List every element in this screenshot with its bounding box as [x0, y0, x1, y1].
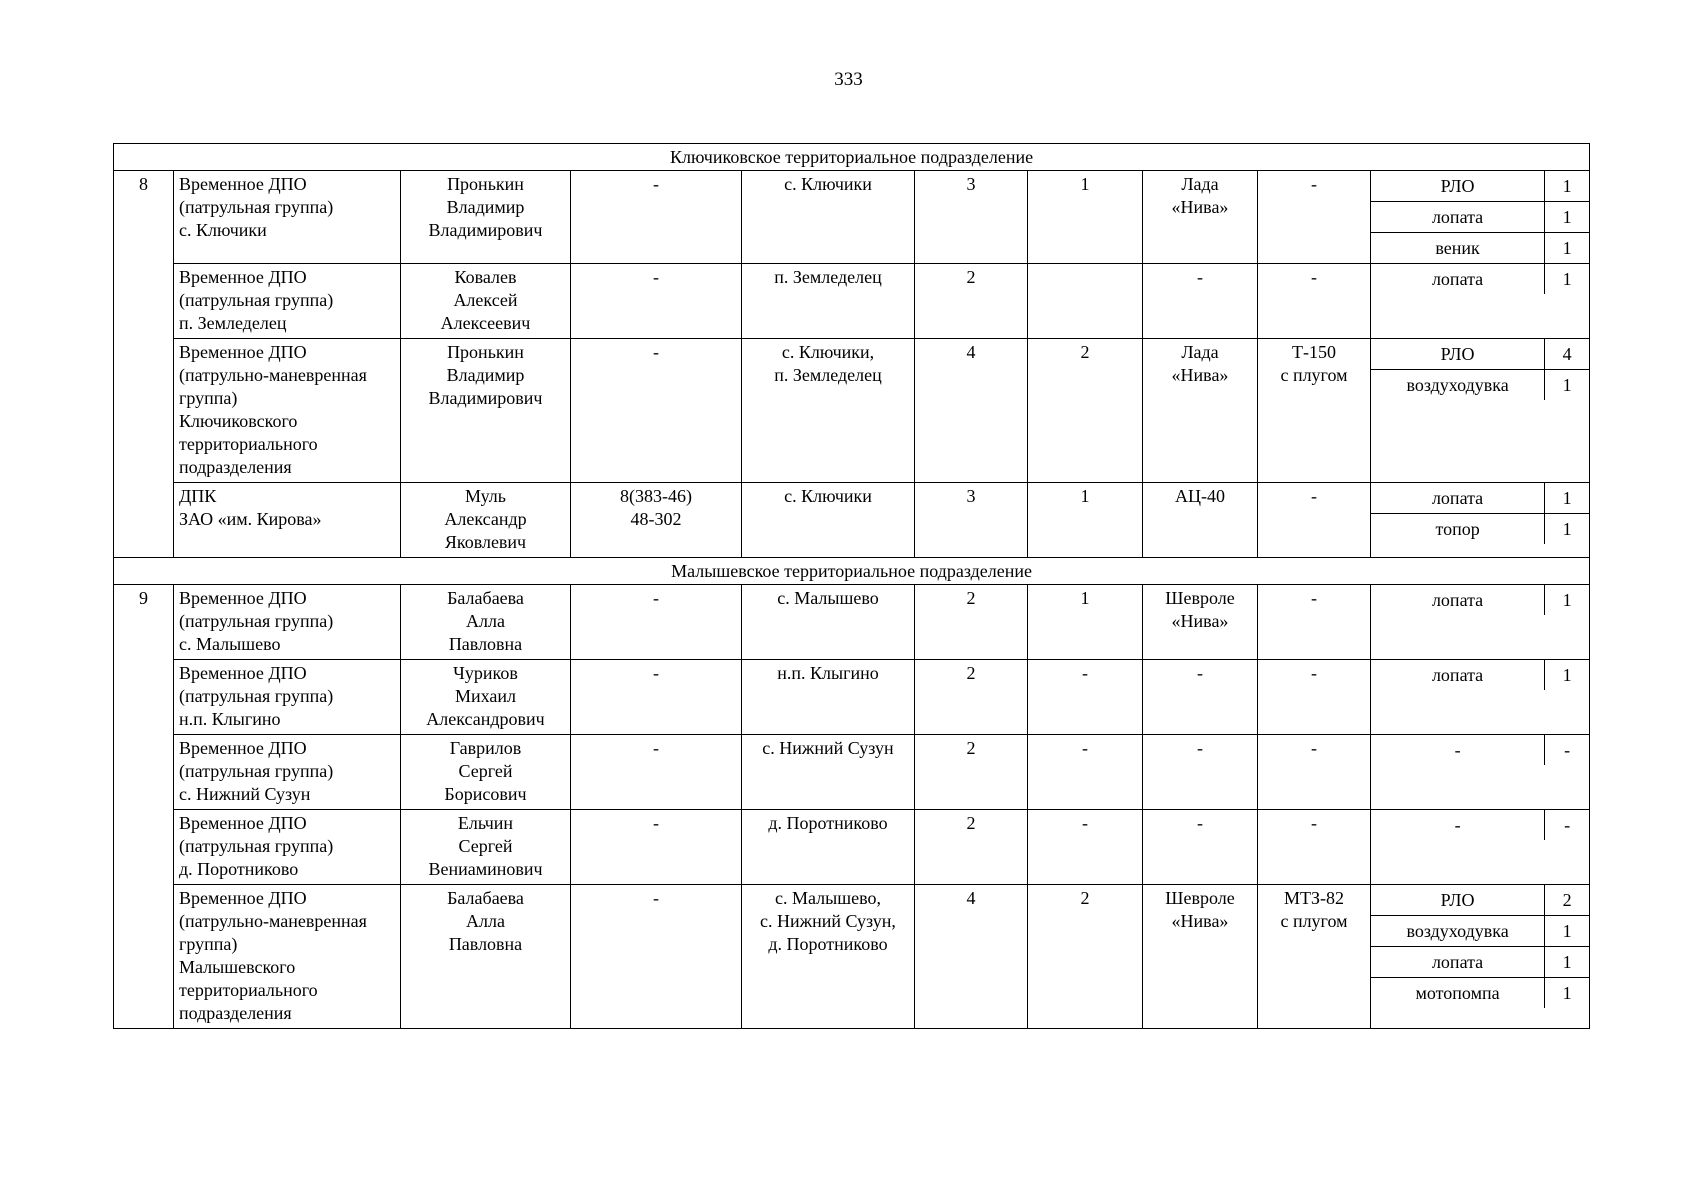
equipment-qty: 1: [1545, 916, 1590, 947]
unit-name: Временное ДПО (патрульная группа) с. Нижний Сузун: [174, 735, 401, 810]
equipment-item: [1371, 202, 1589, 233]
unit-name: Временное ДПО (патрульная группа) с. Ключики: [174, 171, 401, 264]
technique: -: [1258, 171, 1371, 264]
unit-name: ДПК ЗАО «им. Кирова»: [174, 483, 401, 558]
location: с. Малышево: [742, 585, 915, 660]
document-table: [113, 143, 1590, 1029]
equipment-qty: -: [1545, 735, 1590, 765]
table-row: [114, 735, 1590, 810]
equipment-name: топор: [1435, 519, 1480, 539]
equipment-item: [1371, 370, 1589, 401]
technique: МТЗ-82 с плугом: [1258, 885, 1371, 1029]
equipment-item: [1371, 916, 1589, 947]
equipment-name: воздуходувка: [1406, 375, 1509, 395]
phone: -: [571, 885, 742, 1029]
unit-name: Временное ДПО (патрульно-маневренная группа) Ключиковского территориального подразделения: [174, 339, 401, 483]
head-name: Балабаева Алла Павловна: [401, 885, 571, 1029]
section-title: Малышевское территориальное подразделение: [114, 558, 1590, 585]
unit-count: [1028, 264, 1143, 339]
equipment-qty: 1: [1545, 585, 1590, 615]
equipment-item: [1371, 585, 1589, 615]
equipment-qty: 4: [1545, 339, 1590, 370]
head-name: Пронькин Владимир Владимирович: [401, 339, 571, 483]
row-number: 8: [114, 171, 174, 558]
equipment-cell: [1371, 483, 1590, 558]
equipment-name: лопата: [1431, 590, 1484, 610]
table-row: [114, 810, 1590, 885]
vehicle: Лада «Нива»: [1143, 339, 1258, 483]
equipment-qty: 1: [1545, 660, 1590, 690]
unit-count: -: [1028, 810, 1143, 885]
equipment-qty: 1: [1545, 514, 1590, 545]
equipment-name: мотопомпа: [1415, 983, 1500, 1003]
vehicle: Лада «Нива»: [1143, 171, 1258, 264]
technique: Т-150 с плугом: [1258, 339, 1371, 483]
unit-name: Временное ДПО (патрульно-маневренная группа) Малышевского территориального подразделения: [174, 885, 401, 1029]
unit-count: 1: [1028, 171, 1143, 264]
equipment-qty: 1: [1545, 978, 1590, 1009]
equipment-qty: 2: [1545, 885, 1590, 916]
technique: -: [1258, 483, 1371, 558]
equipment-name: РЛО: [1371, 171, 1545, 202]
unit-count: -: [1028, 660, 1143, 735]
equipment-qty: 1: [1545, 264, 1590, 294]
location: с. Ключики: [742, 483, 915, 558]
equipment-item: [1371, 339, 1589, 370]
phone: -: [571, 810, 742, 885]
page-number: 333: [834, 69, 863, 90]
people-count: 3: [915, 171, 1028, 264]
equipment-qty: 1: [1545, 370, 1590, 401]
head-name: Муль Александр Яковлевич: [401, 483, 571, 558]
equipment-item: [1371, 264, 1589, 294]
unit-name: Временное ДПО (патрульная группа) д. Поротниково: [174, 810, 401, 885]
equipment-item: [1371, 885, 1589, 916]
location: с. Ключики: [742, 171, 915, 264]
people-count: 2: [915, 660, 1028, 735]
people-count: 2: [915, 735, 1028, 810]
unit-name: Временное ДПО (патрульная группа) п. Земледелец: [174, 264, 401, 339]
head-name: Чуриков Михаил Александрович: [401, 660, 571, 735]
equipment-item: [1371, 483, 1589, 514]
equipment-qty: -: [1545, 810, 1590, 840]
equipment-name: воздуходувка: [1371, 916, 1545, 947]
unit-count: 1: [1028, 585, 1143, 660]
equipment-qty: 1: [1545, 233, 1590, 264]
equipment-name: лопата: [1371, 947, 1545, 978]
technique: -: [1258, 810, 1371, 885]
section-header-row: [114, 558, 1590, 585]
equipment-cell: [1371, 660, 1590, 735]
phone: -: [571, 735, 742, 810]
people-count: 4: [915, 339, 1028, 483]
phone: -: [571, 339, 742, 483]
equipment-qty: 1: [1545, 483, 1590, 514]
head-name: Ковалев Алексей Алексеевич: [401, 264, 571, 339]
vehicle: -: [1143, 735, 1258, 810]
people-count: 4: [915, 885, 1028, 1029]
vehicle: Шевроле «Нива»: [1143, 585, 1258, 660]
phone: 8(383-46) 48-302: [571, 483, 742, 558]
table-row: [114, 585, 1590, 660]
location: д. Поротниково: [742, 810, 915, 885]
equipment-name: -: [1454, 815, 1461, 835]
unit-count: -: [1028, 735, 1143, 810]
table-row: [114, 885, 1590, 1029]
equipment-qty: 1: [1545, 947, 1590, 978]
vehicle: Шевроле «Нива»: [1143, 885, 1258, 1029]
row-number: 9: [114, 585, 174, 1029]
equipment-item: [1371, 660, 1589, 690]
table-row: [114, 339, 1590, 483]
unit-count: 1: [1028, 483, 1143, 558]
phone: -: [571, 171, 742, 264]
unit-count: 2: [1028, 339, 1143, 483]
equipment-item: [1371, 171, 1589, 202]
equipment-qty: 1: [1545, 171, 1590, 202]
technique: -: [1258, 264, 1371, 339]
equipment-item: [1371, 810, 1589, 840]
location: с. Ключики, п. Земледелец: [742, 339, 915, 483]
equipment-cell: [1371, 810, 1590, 885]
equipment-cell: [1371, 585, 1590, 660]
equipment-name: лопата: [1371, 202, 1545, 233]
section-title: Ключиковское территориальное подразделение: [114, 144, 1590, 171]
equipment-item: [1371, 947, 1589, 978]
vehicle: -: [1143, 264, 1258, 339]
vehicle: -: [1143, 810, 1258, 885]
unit-name: Временное ДПО (патрульная группа) н.п. Клыгино: [174, 660, 401, 735]
technique: -: [1258, 585, 1371, 660]
equipment-item: [1371, 735, 1589, 765]
phone: -: [571, 660, 742, 735]
head-name: Балабаева Алла Павловна: [401, 585, 571, 660]
people-count: 2: [915, 264, 1028, 339]
equipment-cell: [1371, 264, 1590, 339]
table-row: [114, 660, 1590, 735]
section-header-row: [114, 144, 1590, 171]
equipment-cell: [1371, 339, 1590, 483]
table-row: [114, 171, 1590, 264]
equipment-name: -: [1454, 740, 1461, 760]
equipment-name: РЛО: [1371, 339, 1545, 370]
head-name: Пронькин Владимир Владимирович: [401, 171, 571, 264]
equipment-cell: [1371, 885, 1590, 1029]
technique: -: [1258, 735, 1371, 810]
equipment-item: [1371, 233, 1589, 264]
people-count: 3: [915, 483, 1028, 558]
equipment-name: веник: [1435, 238, 1480, 258]
location: с. Нижний Сузун: [742, 735, 915, 810]
unit-name: Временное ДПО (патрульная группа) с. Малышево: [174, 585, 401, 660]
equipment-cell: [1371, 735, 1590, 810]
equipment-name: РЛО: [1371, 885, 1545, 916]
table-row: [114, 483, 1590, 558]
location: с. Малышево, с. Нижний Сузун, д. Поротниково: [742, 885, 915, 1029]
head-name: Ельчин Сергей Вениаминович: [401, 810, 571, 885]
phone: -: [571, 264, 742, 339]
location: н.п. Клыгино: [742, 660, 915, 735]
equipment-cell: [1371, 171, 1590, 264]
equipment-item: [1371, 514, 1589, 545]
technique: -: [1258, 660, 1371, 735]
equipment-name: лопата: [1431, 665, 1484, 685]
people-count: 2: [915, 810, 1028, 885]
phone: -: [571, 585, 742, 660]
equipment-item: [1371, 978, 1589, 1009]
head-name: Гаврилов Сергей Борисович: [401, 735, 571, 810]
equipment-name: лопата: [1431, 269, 1484, 289]
people-count: 2: [915, 585, 1028, 660]
unit-count: 2: [1028, 885, 1143, 1029]
vehicle: -: [1143, 660, 1258, 735]
table-row: [114, 264, 1590, 339]
vehicle: АЦ-40: [1143, 483, 1258, 558]
equipment-qty: 1: [1545, 202, 1590, 233]
equipment-name: лопата: [1371, 483, 1545, 514]
location: п. Земледелец: [742, 264, 915, 339]
